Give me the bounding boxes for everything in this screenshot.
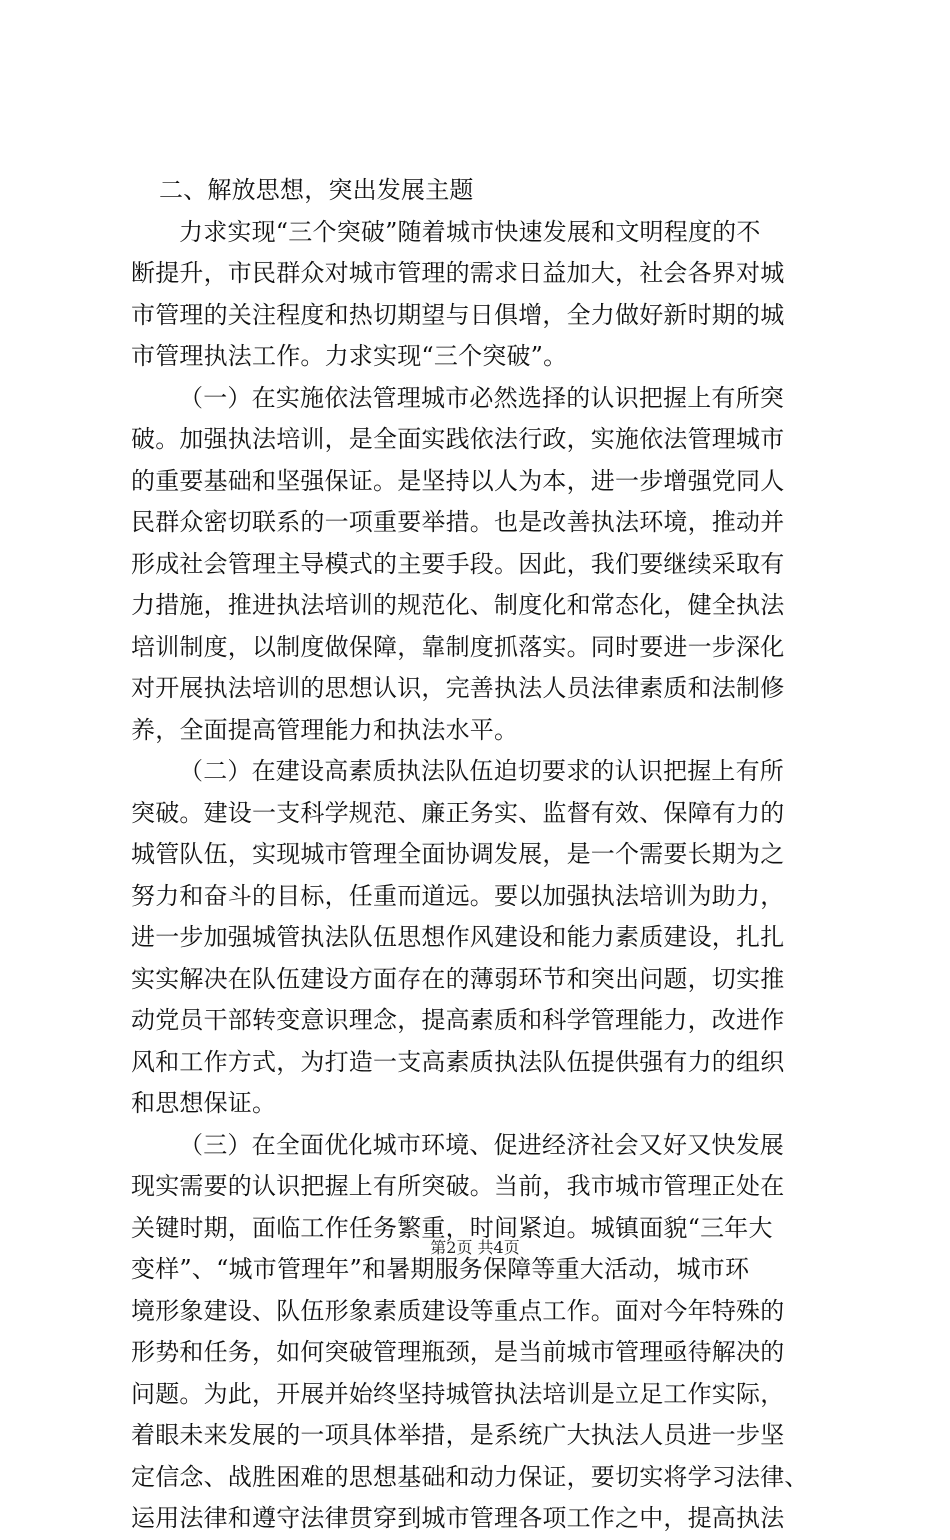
paragraph-line: 对开展执法培训的思想认识，完善执法人员法律素质和法制修 <box>131 674 785 702</box>
document-body <box>131 170 831 1540</box>
paragraph-line: 力措施，推进执法培训的规范化、制度化和常态化，健全执法 <box>131 591 785 619</box>
paragraph-line: 境形象建设、队伍形象素质建设等重点工作。面对今年特殊的 <box>131 1296 785 1325</box>
paragraph-line: 努力和奋斗的目标，任重而道远。要以加强执法培训为助力， <box>131 881 785 910</box>
paragraph-line: 养，全面提高管理能力和执法水平。 <box>131 715 519 744</box>
paragraph-line: 市管理执法工作。力求实现“三个突破”。 <box>131 342 568 370</box>
paragraph-line: 民群众密切联系的一项重要举措。也是改善执法环境，推动并 <box>131 508 785 536</box>
paragraph-line: 破。加强执法培训，是全面实践依法行政，实施依法管理城市 <box>131 425 785 453</box>
paragraph-line: 形成社会管理主导模式的主要手段。因此，我们要继续采取有 <box>131 549 785 578</box>
paragraph-line: 问题。为此，开展并始终坚持城管执法培训是立足工作实际， <box>131 1379 785 1408</box>
paragraph-line: 形势和任务，如何突破管理瓶颈，是当前城市管理亟待解决的 <box>131 1338 785 1366</box>
paragraph-line: 进一步加强城管执法队伍思想作风建设和能力素质建设，扎扎 <box>131 923 785 951</box>
section-heading: 二、解放思想，突出发展主题 <box>159 176 474 204</box>
paragraph-line: 实实解决在队伍建设方面存在的薄弱环节和突出问题，切实推 <box>131 964 785 993</box>
paragraph-line: 关键时期，面临工作任务繁重，时间紧迫。城镇面貌“三年大 <box>131 1213 773 1242</box>
paragraph-line: 变样”、“城市管理年”和暑期服务保障等重大活动，城市环 <box>131 1255 750 1283</box>
paragraph-line: 现实需要的认识把握上有所突破。当前，我市城市管理正处在 <box>131 1172 785 1200</box>
paragraph-line: 断提升，市民群众对城市管理的需求日益加大，社会各界对城 <box>131 259 785 287</box>
paragraph-line: 的重要基础和坚强保证。是坚持以人为本，进一步增强党同人 <box>131 466 785 495</box>
paragraph-line: 培训制度，以制度做保障，靠制度抓落实。同时要进一步深化 <box>131 632 785 661</box>
paragraph-line: 着眼未来发展的一项具体举措，是系统广大执法人员进一步坚 <box>131 1421 785 1449</box>
paragraph-line: 运用法律和遵守法律贯穿到城市管理各项工作之中，提高执法 <box>131 1504 785 1532</box>
paragraph-line: 风和工作方式，为打造一支高素质执法队伍提供强有力的组织 <box>131 1047 785 1076</box>
page-number: 第2页 共4页 <box>430 1238 520 1257</box>
paragraph-line: 力求实现“三个突破”随着城市快速发展和文明程度的不 <box>179 217 761 246</box>
paragraph-line: 市管理的关注程度和热切期望与日俱增，全力做好新时期的城 <box>131 300 785 329</box>
paragraph-line: 动党员干部转变意识理念，提高素质和科学管理能力，改进作 <box>131 1006 785 1034</box>
paragraph-line: （三）在全面优化城市环境、促进经济社会又好又快发展 <box>179 1130 784 1159</box>
paragraph-line: 突破。建设一支科学规范、廉正务实、监督有效、保障有力的 <box>131 798 785 827</box>
paragraph-line: 城管队伍，实现城市管理全面协调发展，是一个需要长期为之 <box>131 840 785 868</box>
paragraph-line: （二）在建设高素质执法队伍迫切要求的认识把握上有所 <box>179 757 784 785</box>
paragraph-line: 和思想保证。 <box>131 1089 277 1117</box>
paragraph-line: （一）在实施依法管理城市必然选择的认识把握上有所突 <box>179 383 784 412</box>
paragraph-line: 定信念、战胜困难的思想基础和动力保证，要切实将学习法律、 <box>131 1462 809 1491</box>
